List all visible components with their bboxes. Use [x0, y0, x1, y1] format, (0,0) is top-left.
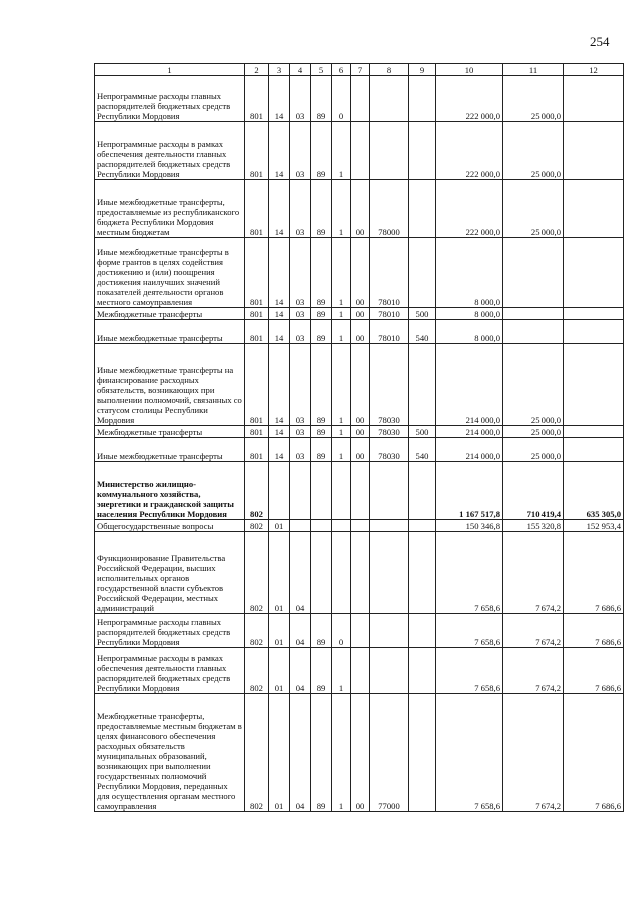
table-cell: 7 674,2: [503, 532, 564, 614]
table-row: [95, 614, 624, 648]
table-cell: 78010: [370, 238, 409, 308]
column-header: 1: [95, 64, 245, 76]
table-cell: 7 686,6: [564, 694, 624, 812]
table-cell: 14: [269, 308, 290, 320]
table-cell: 500: [409, 426, 436, 438]
row-name-cell: Общегосударственные вопросы: [95, 520, 245, 532]
table-cell: 01: [269, 648, 290, 694]
table-cell: 7 658,6: [436, 694, 503, 812]
column-header: 3: [269, 64, 290, 76]
table-cell: 03: [290, 308, 311, 320]
table-cell: [409, 180, 436, 238]
table-row: [95, 532, 624, 614]
table-cell: 14: [269, 344, 290, 426]
table-cell: 7 658,6: [436, 648, 503, 694]
table-cell: [370, 462, 409, 520]
table-cell: 152 953,4: [564, 520, 624, 532]
table-cell: [409, 344, 436, 426]
table-cell: [503, 308, 564, 320]
column-header: 6: [332, 64, 351, 76]
table-cell: [332, 532, 351, 614]
table-cell: 03: [290, 238, 311, 308]
table-cell: 14: [269, 122, 290, 180]
table-cell: 14: [269, 320, 290, 344]
table-row: [95, 426, 624, 438]
table-cell: [564, 76, 624, 122]
table-cell: 7 674,2: [503, 694, 564, 812]
table-cell: [564, 438, 624, 462]
table-cell: 801: [245, 238, 269, 308]
table-cell: 04: [290, 614, 311, 648]
table-cell: [351, 648, 370, 694]
table-cell: 1: [332, 648, 351, 694]
table-cell: 540: [409, 320, 436, 344]
row-name-cell: Иные межбюджетные трансферты на финансирование расходных обязательств, возникающих при выполнении полномочий, связанных со статусом столицы Республики Мордовия: [95, 344, 245, 426]
table-cell: [370, 648, 409, 694]
table-cell: [351, 462, 370, 520]
table-cell: [409, 122, 436, 180]
table-cell: [290, 462, 311, 520]
table-cell: 78010: [370, 320, 409, 344]
row-name-cell: Непрограммные расходы главных распорядителей бюджетных средств Республики Мордовия: [95, 76, 245, 122]
row-name-cell: Межбюджетные трансферты: [95, 308, 245, 320]
table-cell: 14: [269, 238, 290, 308]
column-header: 8: [370, 64, 409, 76]
table-cell: 00: [351, 438, 370, 462]
table-cell: 00: [351, 238, 370, 308]
table-cell: 14: [269, 438, 290, 462]
table-cell: 214 000,0: [436, 426, 503, 438]
table-cell: 03: [290, 180, 311, 238]
table-cell: 77000: [370, 694, 409, 812]
table-cell: 802: [245, 462, 269, 520]
table-cell: 801: [245, 320, 269, 344]
table-cell: 0: [332, 614, 351, 648]
table-cell: 78030: [370, 438, 409, 462]
table-cell: 710 419,4: [503, 462, 564, 520]
table-cell: 89: [311, 426, 332, 438]
table-cell: 802: [245, 648, 269, 694]
table-cell: [409, 462, 436, 520]
table-cell: 7 686,6: [564, 532, 624, 614]
table-cell: 8 000,0: [436, 320, 503, 344]
table-cell: [370, 614, 409, 648]
table-cell: 89: [311, 180, 332, 238]
table-cell: 214 000,0: [436, 344, 503, 426]
table-cell: 802: [245, 614, 269, 648]
table-cell: 214 000,0: [436, 438, 503, 462]
table-cell: [409, 238, 436, 308]
table-cell: 8 000,0: [436, 308, 503, 320]
table-cell: 25 000,0: [503, 438, 564, 462]
row-name-cell: Иные межбюджетные трансферты: [95, 320, 245, 344]
table-cell: [409, 694, 436, 812]
table-cell: 801: [245, 76, 269, 122]
table-cell: 801: [245, 308, 269, 320]
column-header: 11: [503, 64, 564, 76]
table-cell: 222 000,0: [436, 180, 503, 238]
row-name-cell: Непрограммные расходы в рамках обеспечения деятельности главных распорядителей бюджетных средств Республики Мордовия: [95, 648, 245, 694]
table-cell: [351, 76, 370, 122]
page-number: 254: [590, 34, 610, 49]
table-cell: [311, 520, 332, 532]
row-name-cell: Иные межбюджетные трансферты в форме грантов в целях содействия достижению и (или) поощрения достижения наилучших значений показателей деятельности органов местного самоуправления: [95, 238, 245, 308]
table-cell: [311, 462, 332, 520]
table-cell: [564, 122, 624, 180]
table-cell: 01: [269, 520, 290, 532]
table-cell: 04: [290, 648, 311, 694]
row-name-cell: Непрограммные расходы главных распорядителей бюджетных средств Республики Мордовия: [95, 614, 245, 648]
table-cell: 801: [245, 122, 269, 180]
table-cell: [370, 76, 409, 122]
table-cell: 89: [311, 238, 332, 308]
table-cell: 78030: [370, 426, 409, 438]
table-cell: 222 000,0: [436, 122, 503, 180]
table-cell: [409, 520, 436, 532]
table-cell: 78010: [370, 308, 409, 320]
table-cell: 802: [245, 520, 269, 532]
table-cell: 802: [245, 532, 269, 614]
header-row: [95, 64, 624, 76]
table-cell: [351, 122, 370, 180]
table-cell: 89: [311, 438, 332, 462]
table-cell: 03: [290, 320, 311, 344]
column-header: 7: [351, 64, 370, 76]
table-cell: 802: [245, 694, 269, 812]
table-row: [95, 694, 624, 812]
table-cell: 89: [311, 320, 332, 344]
table-cell: [332, 520, 351, 532]
table-cell: 25 000,0: [503, 122, 564, 180]
table-row: [95, 320, 624, 344]
table-cell: 500: [409, 308, 436, 320]
column-header: 9: [409, 64, 436, 76]
table-cell: [409, 76, 436, 122]
table-cell: 8 000,0: [436, 238, 503, 308]
table-cell: 89: [311, 76, 332, 122]
row-name-cell: Иные межбюджетные трансферты, предоставляемые из республиканского бюджета Республики Мордовия местным бюджетам: [95, 180, 245, 238]
column-header: 5: [311, 64, 332, 76]
row-name-cell: Межбюджетные трансферты, предоставляемые местным бюджетам в целях финансового обеспечения расходных обязательств муниципальных образований, возникающих при выполнении государственных полномочий Республики Мордовия, переданных для осуществления органам местного самоуправления: [95, 694, 245, 812]
table-cell: 00: [351, 320, 370, 344]
table-cell: 14: [269, 426, 290, 438]
table-cell: 7 686,6: [564, 614, 624, 648]
table-cell: 78000: [370, 180, 409, 238]
table-cell: [564, 180, 624, 238]
table-cell: 7 674,2: [503, 614, 564, 648]
table-cell: 89: [311, 344, 332, 426]
table-cell: 1: [332, 344, 351, 426]
table-cell: 1: [332, 180, 351, 238]
table-cell: 14: [269, 76, 290, 122]
table-cell: [351, 614, 370, 648]
table-row: [95, 122, 624, 180]
table-cell: 1: [332, 320, 351, 344]
table-cell: 222 000,0: [436, 76, 503, 122]
table-row: [95, 308, 624, 320]
table-cell: 1 167 517,8: [436, 462, 503, 520]
row-name-cell: Непрограммные расходы в рамках обеспечения деятельности главных распорядителей бюджетных средств Республики Мордовия: [95, 122, 245, 180]
table-cell: 00: [351, 694, 370, 812]
table-cell: 155 320,8: [503, 520, 564, 532]
table-cell: 04: [290, 532, 311, 614]
table-cell: 89: [311, 122, 332, 180]
table-cell: 1: [332, 308, 351, 320]
table-cell: [564, 344, 624, 426]
row-name-cell: Иные межбюджетные трансферты: [95, 438, 245, 462]
table-cell: 25 000,0: [503, 76, 564, 122]
table-cell: [351, 532, 370, 614]
column-header: 10: [436, 64, 503, 76]
table-cell: 04: [290, 694, 311, 812]
table-cell: 03: [290, 344, 311, 426]
table-cell: 1: [332, 694, 351, 812]
table-row: [95, 238, 624, 308]
table-cell: 00: [351, 426, 370, 438]
table-cell: 00: [351, 180, 370, 238]
table-cell: 7 658,6: [436, 532, 503, 614]
table-cell: 00: [351, 308, 370, 320]
table-cell: 801: [245, 426, 269, 438]
table-cell: 03: [290, 438, 311, 462]
table-cell: 150 346,8: [436, 520, 503, 532]
table-cell: [564, 320, 624, 344]
row-name-cell: Функционирование Правительства Российской Федерации, высших исполнительных органов государственной власти субъектов Российской Федерации, местных администраций: [95, 532, 245, 614]
table-cell: [503, 320, 564, 344]
table-cell: 801: [245, 180, 269, 238]
table-cell: [564, 426, 624, 438]
table-cell: 801: [245, 438, 269, 462]
table-cell: 01: [269, 694, 290, 812]
table-row: [95, 462, 624, 520]
table-cell: [409, 532, 436, 614]
row-name-cell: Министерство жилищно-коммунального хозяйства, энергетики и гражданской защиты населения Республики Мордовия: [95, 462, 245, 520]
table-cell: [351, 520, 370, 532]
table-cell: [409, 648, 436, 694]
table-cell: [370, 532, 409, 614]
table-row: [95, 344, 624, 426]
table-cell: 89: [311, 694, 332, 812]
table-cell: 1: [332, 426, 351, 438]
table-cell: 89: [311, 614, 332, 648]
table-row: [95, 76, 624, 122]
table-cell: 03: [290, 76, 311, 122]
table-cell: [311, 532, 332, 614]
table-row: [95, 438, 624, 462]
budget-table: [94, 63, 624, 812]
table-cell: 0: [332, 76, 351, 122]
table-cell: 25 000,0: [503, 426, 564, 438]
table-cell: [564, 308, 624, 320]
row-name-cell: Межбюджетные трансферты: [95, 426, 245, 438]
table-cell: 635 305,0: [564, 462, 624, 520]
table-cell: [269, 462, 290, 520]
table-cell: [290, 520, 311, 532]
table-cell: 00: [351, 344, 370, 426]
table-cell: 01: [269, 614, 290, 648]
table-cell: 78030: [370, 344, 409, 426]
table-cell: [370, 122, 409, 180]
table-cell: 7 674,2: [503, 648, 564, 694]
table-cell: 03: [290, 122, 311, 180]
column-header: 12: [564, 64, 624, 76]
column-header: 2: [245, 64, 269, 76]
table-cell: 7 658,6: [436, 614, 503, 648]
table-row: [95, 520, 624, 532]
table-cell: 540: [409, 438, 436, 462]
table-cell: [370, 520, 409, 532]
table-cell: 25 000,0: [503, 344, 564, 426]
table-row: [95, 180, 624, 238]
table-row: [95, 648, 624, 694]
table-cell: [503, 238, 564, 308]
table-cell: 1: [332, 238, 351, 308]
table-cell: [564, 238, 624, 308]
table-cell: 01: [269, 532, 290, 614]
table-cell: 1: [332, 438, 351, 462]
table-cell: 1: [332, 122, 351, 180]
table-cell: [409, 614, 436, 648]
table-cell: 7 686,6: [564, 648, 624, 694]
table-cell: 14: [269, 180, 290, 238]
table-cell: 25 000,0: [503, 180, 564, 238]
table-cell: 801: [245, 344, 269, 426]
table-cell: 89: [311, 648, 332, 694]
table-cell: 89: [311, 308, 332, 320]
table-cell: 03: [290, 426, 311, 438]
table-cell: [332, 462, 351, 520]
column-header: 4: [290, 64, 311, 76]
